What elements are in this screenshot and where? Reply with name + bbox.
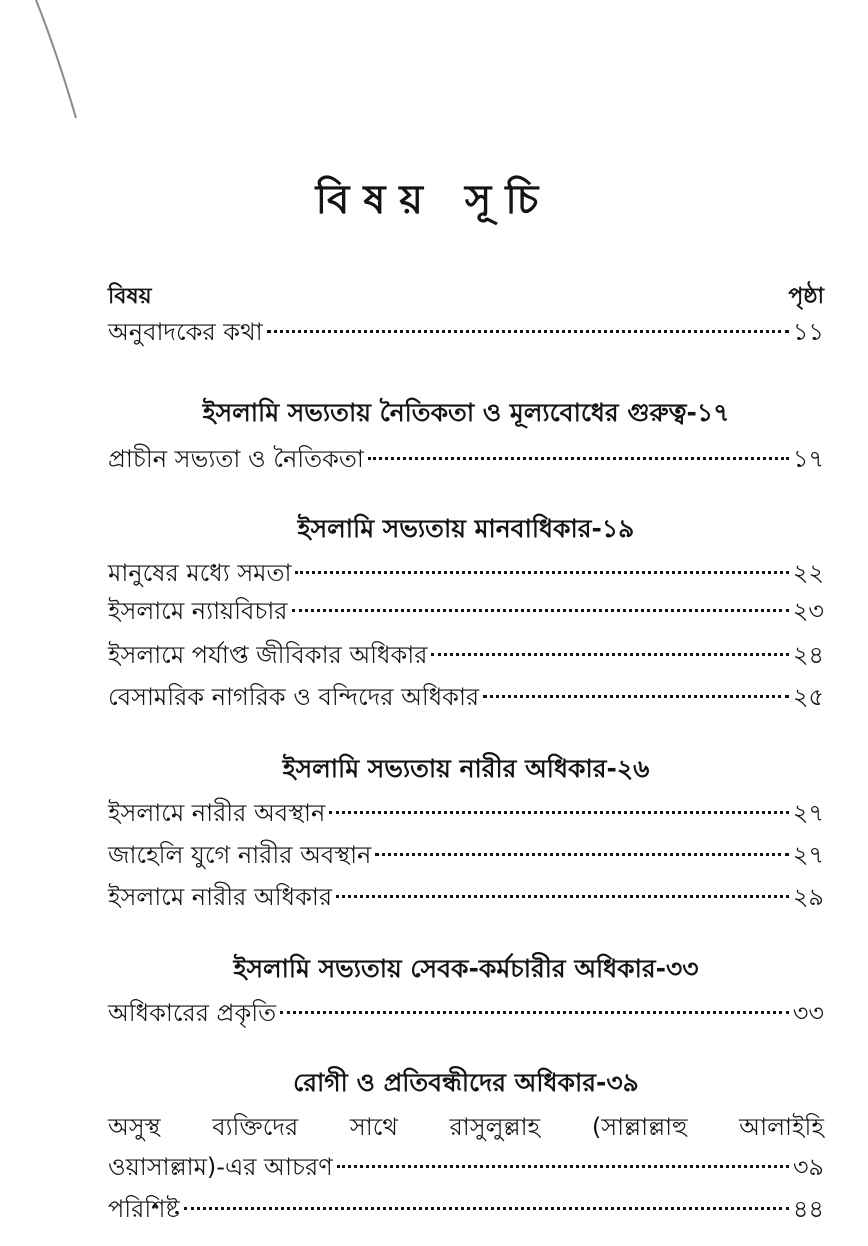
dot-leader: [431, 653, 788, 656]
page-column-label: পৃষ্ঠা: [788, 284, 824, 309]
dot-leader: [336, 895, 789, 898]
toc-entry: [108, 638, 824, 672]
toc-entry-page: ২৯: [792, 883, 824, 911]
page-title: বিষয় সূচি: [315, 177, 553, 223]
toc-entry-page: ২৭: [792, 799, 824, 827]
entry-word: ব্যক্তিদের: [212, 1113, 299, 1141]
toc-entry-label: ইসলামে ন্যায়বিচার: [108, 597, 288, 625]
entry-word: সাথে: [349, 1113, 398, 1141]
subject-column-label: বিষয়: [108, 284, 152, 309]
toc-entry-page: ৩৩: [792, 999, 824, 1027]
toc-entry-label: অনুবাদকের কথা: [108, 318, 263, 346]
dot-leader: [329, 811, 789, 814]
toc-entry-label: বেসামরিক নাগরিক ও বন্দিদের অধিকার: [108, 683, 480, 711]
section-heading: রোগী ও প্রতিবন্ধীদের অধিকার-৩৯: [293, 1068, 639, 1097]
entry-word: অসুস্থ: [108, 1113, 161, 1141]
toc-entry-page: ২৩: [792, 597, 824, 625]
toc-entry-label: ইসলামে নারীর অবস্থান: [108, 799, 326, 827]
entry-word: আলাইহি: [739, 1113, 824, 1141]
toc-entry-page: ৪৪: [792, 1195, 824, 1223]
page-edge-mark: [0, 0, 90, 140]
toc-entry-label: প্রাচীন সভ্যতা ও নৈতিকতা: [108, 445, 364, 473]
toc-entry-page: ১১: [792, 318, 824, 346]
dot-leader: [292, 609, 789, 612]
toc-entry: [108, 796, 824, 830]
dot-leader: [337, 1165, 789, 1168]
dot-leader: [375, 853, 788, 856]
toc-entry-multiline-first: [108, 1110, 824, 1144]
toc-entry-page: ২৪: [792, 641, 824, 669]
section-heading: ইসলামি সভ্যতায় সেবক-কর্মচারীর অধিকার-৩৩: [233, 954, 699, 983]
toc-entry: [108, 594, 824, 628]
toc-header: [108, 282, 824, 312]
dot-leader: [184, 1207, 789, 1210]
toc-entry-page: ৩৯: [792, 1153, 824, 1181]
toc-entry-label: ইসলামে পর্যাপ্ত জীবিকার অধিকার: [108, 641, 428, 669]
toc-entry: [108, 838, 824, 872]
toc-entry-page: ২২: [792, 559, 824, 587]
toc-entry-page: ২৫: [792, 683, 824, 711]
dot-leader: [295, 571, 788, 574]
toc-entry: [108, 1150, 824, 1184]
toc-entry-page: ১৭: [792, 445, 824, 473]
dot-leader: [280, 1011, 789, 1014]
section-heading: ইসলামি সভ্যতায় মানবাধিকার-১৯: [297, 514, 635, 543]
section-heading: ইসলামি সভ্যতায় নারীর অধিকার-২৬: [282, 754, 650, 783]
toc-entry: [108, 880, 824, 914]
dot-leader: [368, 457, 789, 460]
toc-entry: [108, 442, 824, 476]
toc-entry: [108, 1192, 824, 1226]
toc-entry: [108, 996, 824, 1030]
entry-word: রাসুলুল্লাহ: [449, 1113, 541, 1141]
dot-leader: [267, 330, 789, 333]
toc-entry-label: অধিকারের প্রকৃতি: [108, 999, 277, 1027]
toc-entry-label: ওয়াসাল্লাম)-এর আচরণ: [108, 1153, 333, 1181]
toc-entry-label: ইসলামে নারীর অধিকার: [108, 883, 333, 911]
dot-leader: [483, 695, 789, 698]
toc-entry-page: ২৭: [792, 841, 824, 869]
toc-entry-label: পরিশিষ্ট: [108, 1195, 180, 1223]
toc-entry: [108, 680, 824, 714]
toc-entry: [108, 556, 824, 590]
section-heading: ইসলামি সভ্যতায় নৈতিকতা ও মূল্যবোধের গুরুত্ব-১৭: [202, 398, 730, 427]
toc-entry-label: মানুষের মধ্যে সমতা: [108, 559, 292, 587]
toc-entry-label: জাহেলি যুগে নারীর অবস্থান: [108, 841, 372, 869]
entry-word: (সাল্লাল্লাহু: [591, 1113, 688, 1141]
toc-entry-intro: [108, 315, 824, 349]
